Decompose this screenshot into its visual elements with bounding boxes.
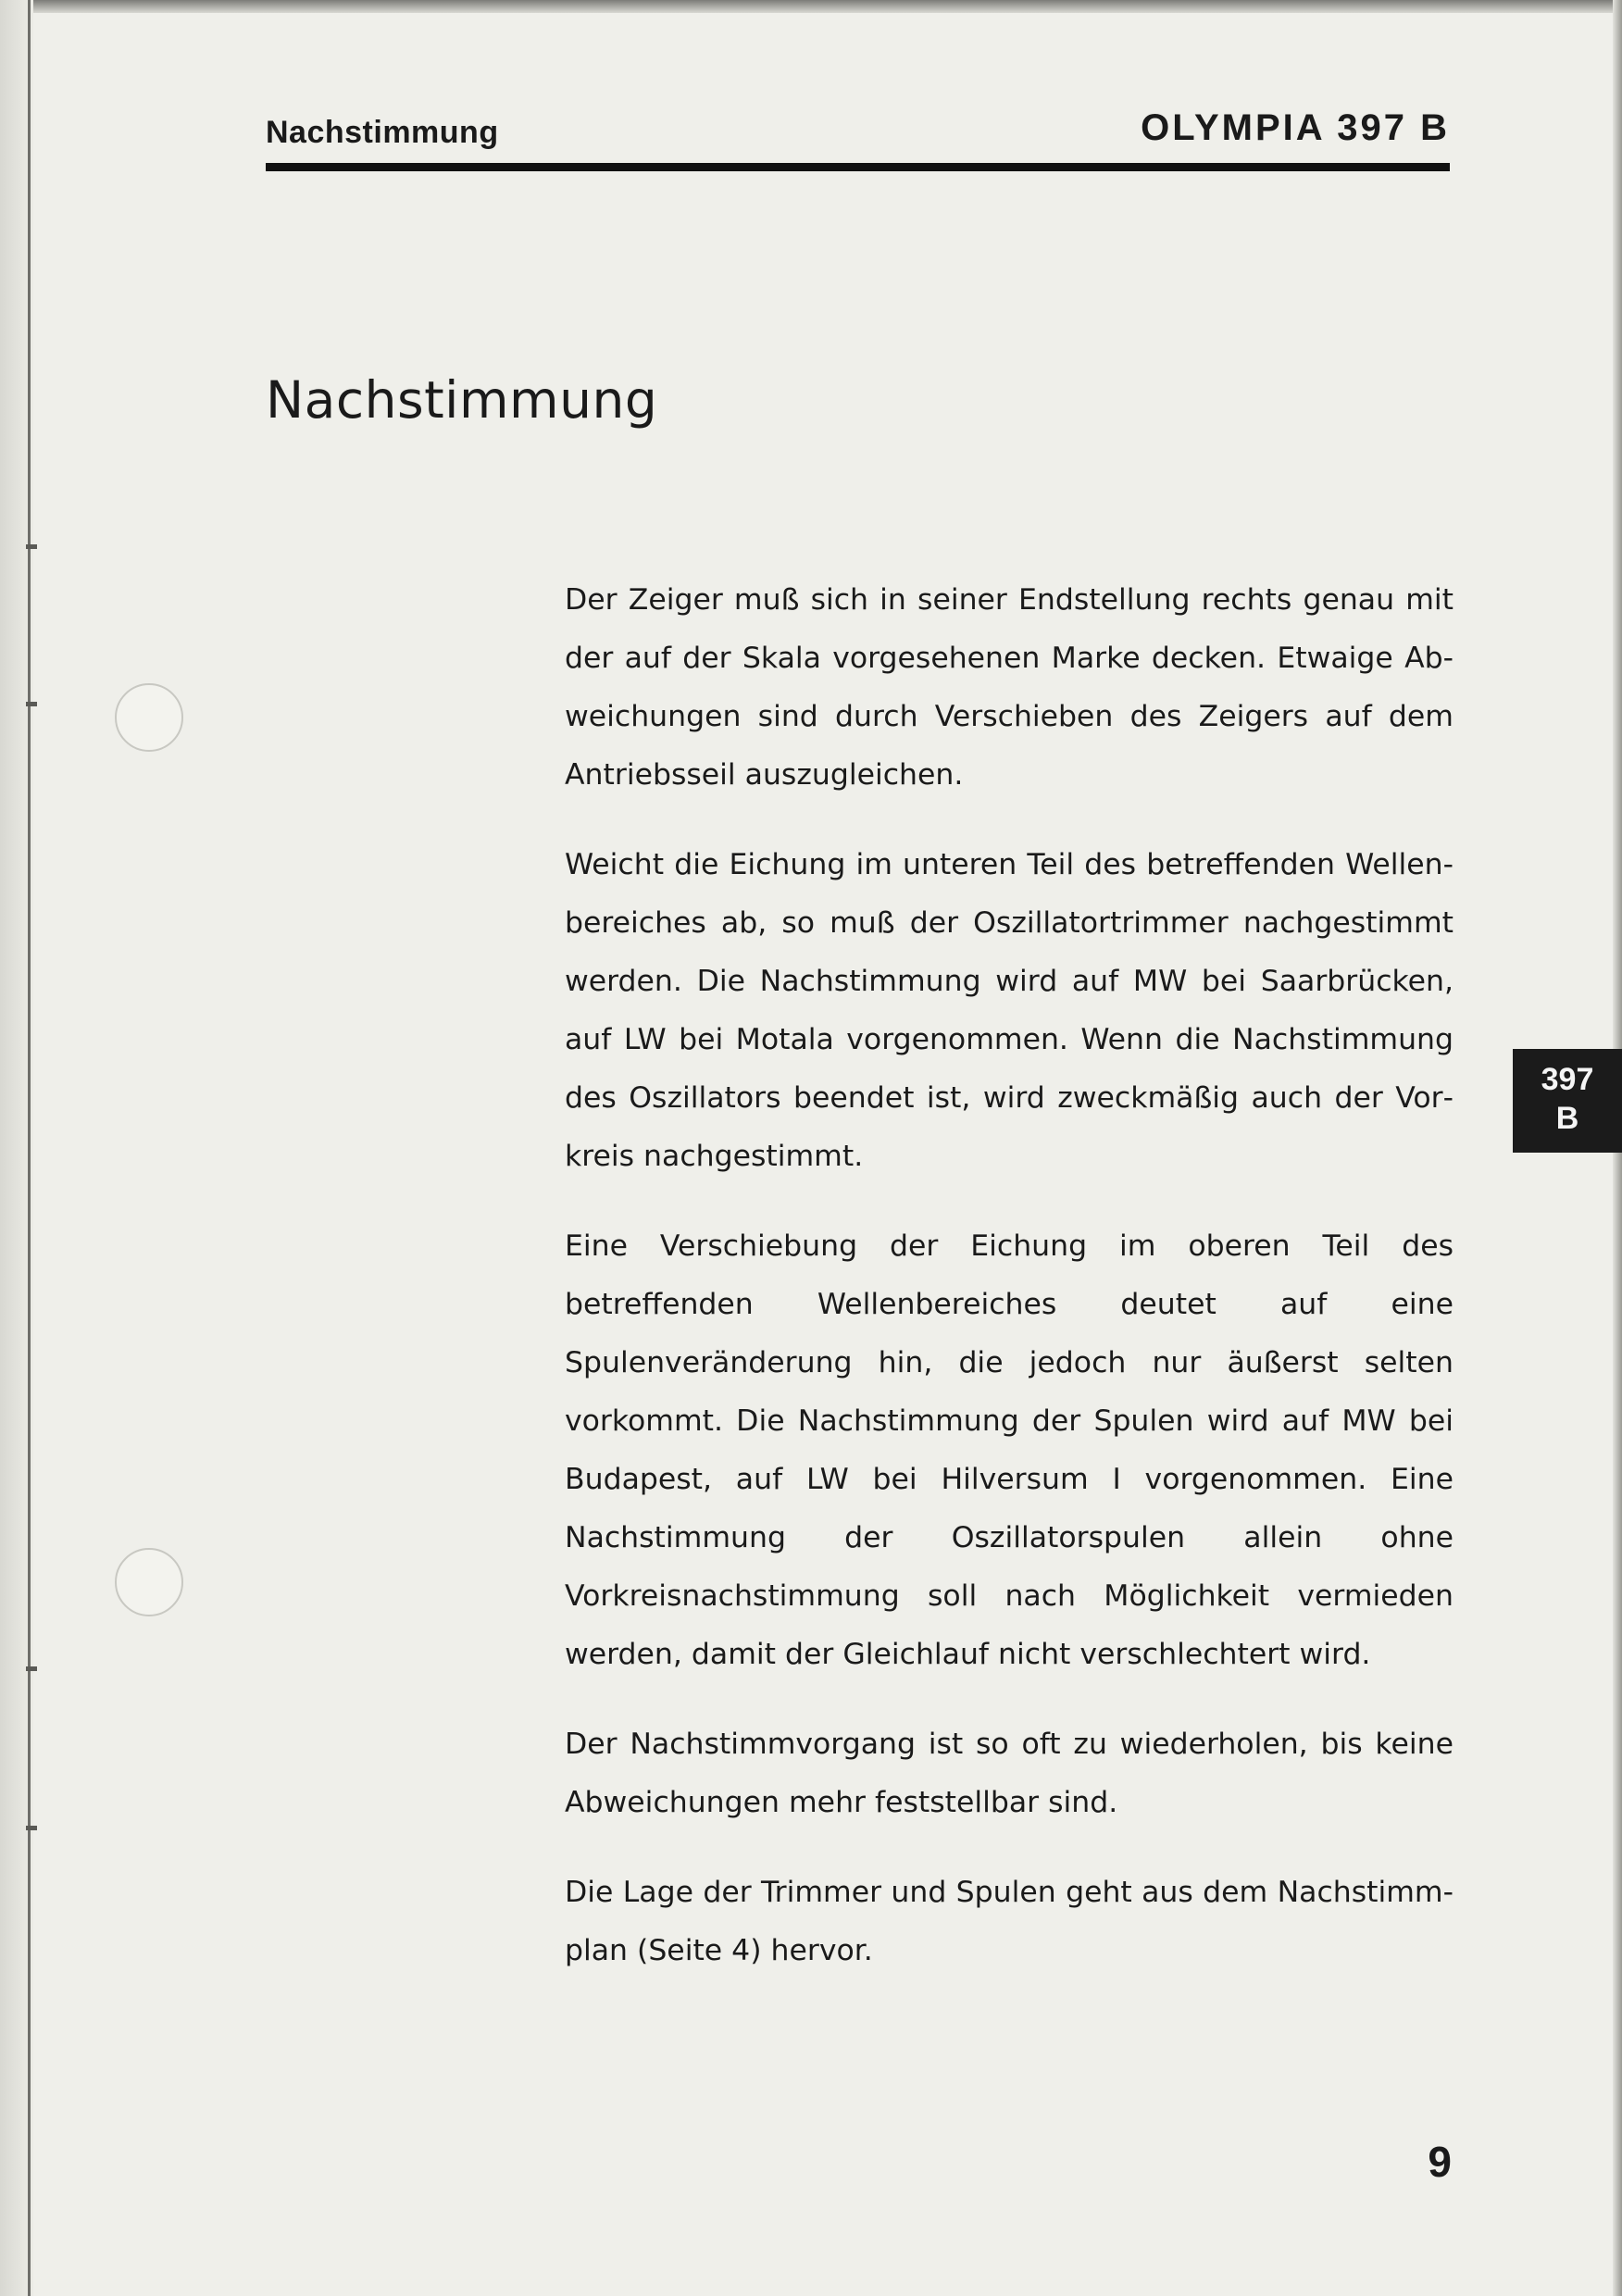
page-number: 9 xyxy=(1428,2138,1452,2186)
section-heading: Nachstimmung xyxy=(266,370,658,430)
header-rule xyxy=(266,163,1450,171)
body-text xyxy=(565,571,1454,2012)
binding-staple-mark xyxy=(26,1826,37,1830)
paragraph: Der Nachstimmvorgang ist so oft zu wiederholen, bis keine Abweichungen mehr feststellbar sind. xyxy=(565,1728,1454,1819)
punch-hole xyxy=(115,683,183,752)
running-header-model: OLYMPIA 397 B xyxy=(1141,107,1450,148)
binding-staple-mark xyxy=(26,544,37,549)
page-top-edge xyxy=(0,0,1622,13)
running-header-title: Nachstimmung xyxy=(266,115,499,150)
binding-fold xyxy=(28,0,31,2296)
model-index-tab-letter: B xyxy=(1555,1101,1579,1136)
punch-hole xyxy=(115,1548,183,1616)
binding-staple-mark xyxy=(26,1666,37,1671)
paragraph: Weicht die Eichung im unteren Teil des betreffenden Wellenbereiches ab, so muß der Oszillatortrimmer nachgestimmt werden. Die Nachstimmung wird auf MW bei Saarbrücken, auf LW bei Motala vorgenommen. Wenn die Nachstimmung des Oszillators beendet ist, wird zweckmäßig auch der Vorkreis nachgestimmt. xyxy=(565,848,1454,1173)
model-index-tab xyxy=(1513,1049,1622,1153)
binding-staple-mark xyxy=(26,702,37,706)
paragraph: Die Lage der Trimmer und Spulen geht aus dem Nachstimmplan (Seite 4) hervor. xyxy=(565,1876,1454,1967)
paragraph: Der Zeiger muß sich in seiner Endstellung rechts genau mit der auf der Skala vorgesehenen Marke decken. Etwaige Abweichungen sind durch Verschieben des Zeigers auf dem Antriebsseil auszugleichen. xyxy=(565,583,1454,792)
model-index-tab-number: 397 xyxy=(1541,1062,1594,1097)
paragraph: Eine Verschiebung der Eichung im oberen Teil des betreffenden Wellenbereiches deutet auf eine Spulenveränderung hin, die jedoch nur äußerst selten vorkommt. Die Nachstimmung der Spulen wird auf MW bei Budapest, auf LW bei Hilversum I vorgenommen. Eine Nachstimmung der Oszillatorspulen allein ohne Vorkreisnachstimmung soll nach Möglichkeit vermieden werden, damit der Gleichlauf nicht verschlechtert wird. xyxy=(565,1229,1454,1671)
